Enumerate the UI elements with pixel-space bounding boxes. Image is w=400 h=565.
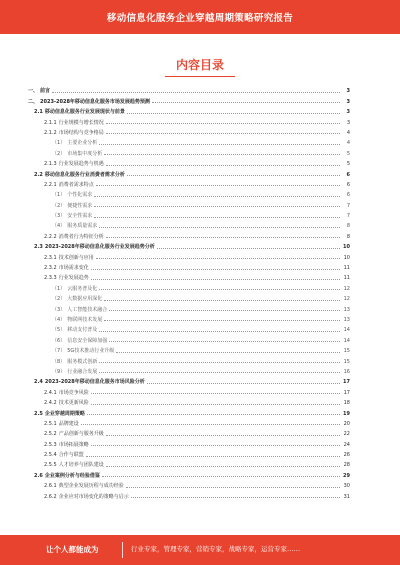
toc-entry[interactable] (28, 105, 350, 115)
toc-entry-title: 企业穿越周期策略 (44, 410, 85, 417)
toc-page-number: 6 (346, 181, 350, 188)
toc-entry-number: （2） (52, 202, 66, 209)
toc-page-number: 4 (346, 140, 350, 147)
toc-entry-number: 2.4.1 (44, 389, 57, 396)
toc-entry[interactable] (28, 250, 350, 260)
toc-page-number: 19 (343, 410, 350, 417)
toc-entry-title: 移动支付普及 (67, 327, 98, 334)
footer-slogan: 让个人都能成为 (46, 545, 99, 554)
toc-page-number: 13 (343, 306, 350, 313)
toc-entry[interactable] (28, 479, 350, 489)
toc-page-number: 11 (343, 265, 350, 272)
toc-entry-number: 2.3 (34, 244, 43, 251)
toc-entry-title: 服务质量需求 (67, 223, 98, 230)
toc-entry-title: 市场竞争风险 (58, 389, 89, 396)
toc-page-number: 4 (346, 129, 350, 136)
toc-dot-leader (126, 487, 340, 488)
toc-entry-title: 大数据应用深化 (67, 296, 103, 303)
heading-rule (165, 76, 235, 77)
toc-dot-leader (91, 269, 340, 270)
toc-entry-number: 2.3.3 (44, 275, 57, 282)
toc-page-number: 3 (346, 119, 350, 126)
toc-dot-leader (52, 92, 340, 93)
toc-entry-title: 主要企业分析 (67, 140, 98, 147)
toc-page-number: 14 (343, 337, 350, 344)
toc-entry-title: 行业发展趋势与机遇 (58, 161, 104, 168)
toc-dot-leader (104, 154, 340, 155)
toc-entry-title: 服务模式创新 (67, 358, 98, 365)
toc-dot-leader (99, 362, 340, 363)
toc-entry-title: 人才培养与团队建设 (58, 462, 104, 469)
toc-page-number: 18 (343, 400, 350, 407)
toc-dot-leader (99, 289, 340, 290)
toc-page-number: 31 (343, 493, 350, 500)
toc-entry[interactable] (28, 115, 350, 125)
toc-dot-leader (96, 258, 340, 259)
toc-entry-number: 2.5.5 (44, 462, 57, 469)
toc-entry-title: 消费者需求特点 (58, 181, 94, 188)
toc-dot-leader (87, 414, 340, 415)
toc-dot-leader (106, 466, 340, 467)
toc-entry-number: 2.3.1 (44, 254, 57, 261)
toc-entry-number: （7） (52, 348, 66, 355)
toc-entry[interactable] (28, 448, 350, 458)
toc-page-number: 7 (346, 213, 350, 220)
toc-dot-leader (104, 300, 340, 301)
toc-entry-title: 行业规模与增长情况 (58, 119, 104, 126)
toc-entry-title: 品牌建设 (58, 420, 79, 427)
toc-entry-title: 市场拓展策略 (58, 441, 89, 448)
toc-entry[interactable] (28, 188, 350, 198)
toc-entry-number: 2.4.2 (44, 400, 57, 407)
toc-page-number: 6 (346, 192, 350, 199)
toc-dot-leader (91, 445, 340, 446)
toc-entry[interactable] (28, 375, 350, 385)
toc-entry-number: 一、 (28, 88, 39, 95)
toc-dot-leader (106, 165, 340, 166)
toc-entry[interactable] (28, 302, 350, 312)
toc-page-number: 29 (343, 472, 350, 479)
toc-entry-title: 消费者行为特征分析 (58, 233, 104, 240)
toc-entry-number: 2.4 (34, 379, 43, 386)
toc-dot-leader (99, 372, 340, 373)
toc-entry-title: 物联网技术发展 (67, 316, 103, 323)
toc-entry-number: 2.3.2 (44, 265, 57, 272)
toc-entry-title: 行业融合发展 (67, 368, 98, 375)
toc-entry-number: 2.5.3 (44, 441, 57, 448)
toc-entry-number: 2.6.2 (44, 493, 57, 500)
toc-heading: 内容目录 (175, 58, 224, 72)
toc-entry[interactable] (28, 229, 350, 239)
toc-entry-title: 产品创新与服务升级 (58, 431, 104, 438)
toc-entry-title: 安全性需求 (67, 213, 93, 220)
toc-entry-number: 2.2.1 (44, 181, 57, 188)
toc-page-number: 12 (343, 296, 350, 303)
toc-entry[interactable] (28, 468, 350, 478)
toc-entry-title: 前言 (40, 88, 51, 95)
toc-dot-leader (106, 123, 340, 124)
toc-entry-title: 2023-2028年移动信息化服务行业发展趋势分析 (44, 244, 155, 251)
toc-dot-leader (157, 248, 340, 249)
toc-entry-number: （9） (52, 368, 66, 375)
toc-dot-leader (131, 497, 340, 498)
toc-entry[interactable] (28, 281, 350, 291)
toc-entry[interactable] (28, 396, 350, 406)
page-header (0, 0, 400, 34)
toc-dot-leader (109, 341, 340, 342)
toc-entry[interactable] (28, 385, 350, 395)
toc-entry-title: 合作与联盟 (58, 452, 84, 459)
toc-entry-title: 技术创新与应用 (58, 254, 94, 261)
toc-entry-number: 二、 (28, 98, 39, 105)
toc-entry-number: 2.1.3 (44, 161, 57, 168)
toc-dot-leader (106, 237, 340, 238)
toc-entry-number: （1） (52, 192, 66, 199)
toc-dot-leader (94, 217, 340, 218)
toc-entry-number: （2） (52, 296, 66, 303)
toc-page-number: 11 (343, 275, 350, 282)
toc-entry-number: 2.1.1 (44, 119, 57, 126)
toc-dot-leader (127, 175, 340, 176)
toc-entry-number: 2.6 (34, 472, 43, 479)
footer-divider (122, 542, 123, 558)
toc-entry[interactable] (28, 146, 350, 156)
toc-dot-leader (106, 133, 340, 134)
toc-page-number: 8 (346, 233, 350, 240)
toc-dot-leader (99, 331, 340, 332)
toc-entry-title: 便捷性需求 (67, 202, 93, 209)
toc-entry[interactable] (28, 198, 350, 208)
toc-entry-number: 2.5.2 (44, 431, 57, 438)
toc-page-number: 10 (343, 254, 350, 261)
toc-page-number: 3 (346, 88, 350, 95)
toc-entry-title: 市场集中度分析 (67, 150, 103, 157)
toc-entry-number: 2.2 (34, 171, 43, 178)
toc-dot-leader (91, 279, 340, 280)
toc-dot-leader (94, 206, 340, 207)
toc-entry-number: 2.1.2 (44, 129, 57, 136)
toc-entry-number: 2.5.1 (44, 420, 57, 427)
toc-entry-title: 云服务普及化 (67, 285, 98, 292)
toc-entry-title: 个性化需求 (67, 192, 93, 199)
toc-entry[interactable] (28, 354, 350, 364)
toc-entry-number: （3） (52, 306, 66, 313)
toc-dot-leader (116, 352, 340, 353)
toc-page-number: 17 (343, 379, 350, 386)
toc-entry[interactable] (28, 84, 350, 94)
toc-entry[interactable] (28, 167, 350, 177)
toc-dot-leader (99, 227, 340, 228)
toc-dot-leader (152, 102, 340, 103)
toc-entry[interactable] (28, 271, 350, 281)
toc-entry-number: 2.6.1 (44, 483, 57, 490)
toc-entry[interactable] (28, 94, 350, 104)
toc-entry-title: 人工智能技术融合 (67, 306, 108, 313)
toc-page-number: 30 (343, 483, 350, 490)
footer-tagline: 行业专家，管理专家，营销专家，战略专家，运营专家…… (131, 545, 300, 553)
toc-entry-title: 2023-2028年移动信息化服务市场发展趋势预测 (40, 98, 150, 105)
toc-entry[interactable] (28, 313, 350, 323)
toc-entry-title: 市场结构与竞争格局 (58, 129, 104, 136)
toc-entry-number: （2） (52, 150, 66, 157)
toc-page-number: 14 (343, 327, 350, 334)
toc-dot-leader (91, 393, 340, 394)
toc-entry[interactable] (28, 126, 350, 136)
toc-entry[interactable] (28, 406, 350, 416)
toc-entry-number: （3） (52, 213, 66, 220)
toc-entry-title: 企业应对市场变化的策略与启示 (58, 493, 129, 500)
toc-entry[interactable] (28, 240, 350, 250)
toc-page-number: 5 (346, 150, 350, 157)
toc-dot-leader (86, 456, 340, 457)
toc-entry-number: 2.1 (34, 109, 43, 116)
toc-page-number: 26 (343, 452, 350, 459)
toc-page-number: 17 (343, 389, 350, 396)
toc-dot-leader (102, 476, 340, 477)
toc-entry[interactable] (28, 489, 350, 499)
toc-entry-title: 信息安全保障加强 (67, 337, 108, 344)
toc-page-number: 6 (346, 171, 350, 178)
toc-dot-leader (106, 435, 340, 436)
toc-entry-title: 移动信息化服务行业发展现状与前景 (44, 109, 125, 116)
toc-page-number: 15 (343, 348, 350, 355)
toc-entry-title: 技术更新风险 (58, 400, 89, 407)
toc-page-number: 16 (343, 368, 350, 375)
toc-page-number: 10 (343, 244, 350, 251)
toc-dot-leader (81, 424, 340, 425)
toc-page-number: 28 (343, 462, 350, 469)
toc-page-number: 3 (346, 98, 350, 105)
toc-entry-number: （5） (52, 327, 66, 334)
toc-entry[interactable] (28, 292, 350, 302)
toc-entry-title: 移动信息化服务行业消费者需求分析 (44, 171, 125, 178)
toc-dot-leader (127, 113, 340, 114)
toc-entry-number: （8） (52, 358, 66, 365)
table-of-contents (28, 84, 350, 500)
toc-entry-title: 企业案例分析与经验借鉴 (44, 472, 100, 479)
toc-dot-leader (109, 310, 340, 311)
toc-entry[interactable] (28, 136, 350, 146)
toc-dot-leader (104, 320, 340, 321)
toc-entry-title: 2023-2028年移动信息化服务市场风险分析 (44, 379, 145, 386)
toc-dot-leader (99, 144, 340, 145)
toc-dot-leader (91, 404, 340, 405)
toc-page-number: 22 (343, 431, 350, 438)
toc-page-number: 20 (343, 420, 350, 427)
toc-page-number: 7 (346, 202, 350, 209)
toc-page-number: 5 (346, 161, 350, 168)
toc-page-number: 24 (343, 441, 350, 448)
toc-page-number: 8 (346, 223, 350, 230)
toc-page-number: 15 (343, 358, 350, 365)
toc-entry-number: （1） (52, 285, 66, 292)
toc-dot-leader (147, 383, 340, 384)
toc-entry-number: （4） (52, 316, 66, 323)
toc-entry-title: 5G技术推动行业升级 (67, 348, 115, 355)
toc-entry-number: 2.5.4 (44, 452, 57, 459)
toc-entry[interactable] (28, 157, 350, 167)
toc-entry[interactable] (28, 344, 350, 354)
page-footer (0, 535, 400, 565)
toc-entry[interactable] (28, 427, 350, 437)
toc-entry[interactable] (28, 417, 350, 427)
toc-entry-number: （1） (52, 140, 66, 147)
toc-entry[interactable] (28, 323, 350, 333)
toc-entry[interactable] (28, 219, 350, 229)
toc-entry-number: 2.5 (34, 410, 43, 417)
toc-entry[interactable] (28, 333, 350, 343)
toc-entry-number: 2.2.2 (44, 233, 57, 240)
toc-dot-leader (94, 196, 340, 197)
toc-entry-title: 市场需求变化 (58, 265, 89, 272)
toc-entry[interactable] (28, 365, 350, 375)
toc-entry[interactable] (28, 437, 350, 447)
toc-entry[interactable] (28, 178, 350, 188)
toc-page-number: 3 (346, 109, 350, 116)
toc-entry[interactable] (28, 261, 350, 271)
toc-page-number: 13 (343, 316, 350, 323)
toc-entry-number: （6） (52, 337, 66, 344)
toc-entry-title: 典型企业发展历程与成功经验 (58, 483, 124, 490)
toc-page-number: 12 (343, 285, 350, 292)
toc-entry-number: （4） (52, 223, 66, 230)
report-title: 移动信息化服务企业穿越周期策略研究报告 (106, 13, 294, 24)
toc-entry-title: 行业发展趋势 (58, 275, 89, 282)
toc-entry[interactable] (28, 209, 350, 219)
toc-dot-leader (96, 185, 340, 186)
toc-entry[interactable] (28, 458, 350, 468)
